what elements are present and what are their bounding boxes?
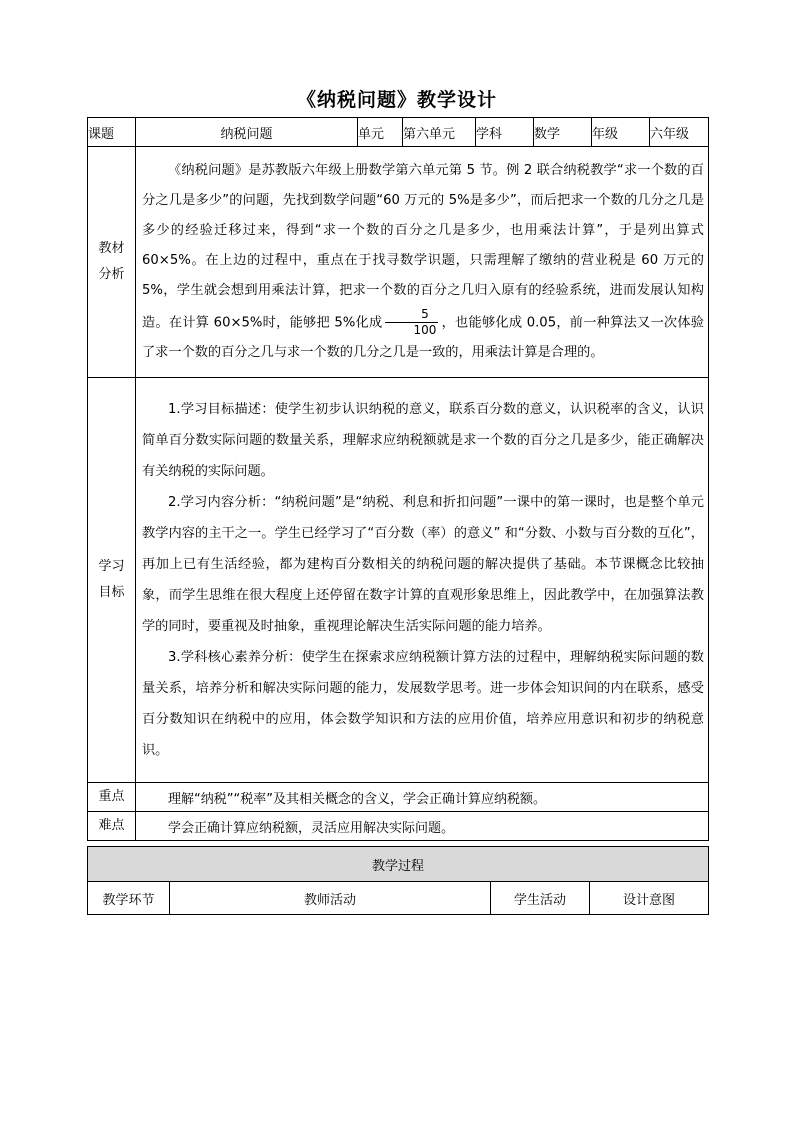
grade-label: 年级 [592,118,650,147]
process-header-row [88,882,709,915]
topic-value: 纳税问题 [136,118,358,147]
objective-paragraph-3: 3.学科核心素养分析：使学生在探索求应纳税额计算方法的过程中，理解纳税实际问题的数量关系，培养分析和解决实际问题的能力，发展数学思考。进一步体会知识间的内在联系，感受百分数知识在纳税中的应用，体会数学知识和方法的应用价值，培养应用意识和初步的纳税意识。 [142,650,704,758]
analysis-row [88,147,709,378]
analysis-label: 教材 分析 [88,147,136,378]
fraction: $\frac{5}{100}$ [385,307,438,338]
objectives-row [88,378,709,783]
column-teaching-stage: 教学环节 [88,882,170,915]
difficulty-text: 学会正确计算应纳税额，灵活应用解决实际问题。 [136,812,709,841]
column-student-activity: 学生活动 [491,882,590,915]
teaching-process-table [87,846,709,915]
column-design-intent: 设计意图 [590,882,709,915]
analysis-text: 《纳税问题》是苏教版六年级上册数学第六单元第 5 节。例 2 联合纳税教学“求一个数的百分之几是多少”的问题，先找到数学问题“60 万元的 5%是多少”，而后把求一个数的几分之几是多少的经验迁移过来，得到“求一个数的百分之几是多少，也用乘法计算”，于是列出算式 60×5%。在上边的过程中，重点在于找寻数学识题，只需理解了缴纳的营业税是 60 万元的 5%，学生就会想到用乘法计算，把求一个数的百分之几归入原有的经验系统，进而发展认知构造。在计算 60×5%时，能够把 5%化成 $\frac{5}{100}$ ，也能够化成 0.05，前一种算法又一次体验了求一个数的百分之几与求一个数的几分之几是一致的，用乘法计算是合理的。 [142,162,704,361]
subject-label: 学科 [476,118,534,147]
header-row [88,118,709,147]
process-title-row [88,847,709,882]
subject-value: 数学 [534,118,592,147]
document-title: 《纳税问题》教学设计 [296,89,497,111]
column-teacher-activity: 教师活动 [170,882,491,915]
grade-value: 六年级 [650,118,709,147]
objectives-cell [136,378,709,783]
unit-value: 第六单元 [403,118,476,147]
objective-paragraph-1: 1.学习目标描述：使学生初步认识纳税的意义，联系百分数的意义，认识税率的含义，认识简单百分数实际问题的数量关系，理解求应纳税额就是求一个数的百分之几是多少，能正确解决有关纳税的实际问题。 [142,402,704,479]
difficulty-row [88,812,709,841]
difficulty-label: 难点 [88,812,136,841]
topic-label: 课题 [88,118,136,147]
process-title: 教学过程 [88,847,709,882]
lesson-info-table [87,117,709,841]
objective-paragraph-2: 2.学习内容分析：“纳税问题”是“纳税、利息和折扣问题”一课中的第一课时，也是整个单元教学内容的主干之一。学生已经学习了“百分数（率）的意义” 和“分数、小数与百分数的互化”，再加上已有生活经验，都为建构百分数相关的纳税问题的解决提供了基础。本节课概念比较抽象，而学生思维在很大程度上还停留在数字计算的直观形象思维上，因此教学中，在加强算法教学的同时，要重视及时抽象，重视理论解决生活实际问题的能力培养。 [142,495,704,634]
key-point-label: 重点 [88,783,136,812]
key-point-row [88,783,709,812]
unit-label: 单元 [358,118,403,147]
analysis-cell [136,147,709,378]
objectives-label: 学习 目标 [88,378,136,783]
key-point-text: 理解“纳税”“税率”及其相关概念的含义，学会正确计算应纳税额。 [136,783,709,812]
